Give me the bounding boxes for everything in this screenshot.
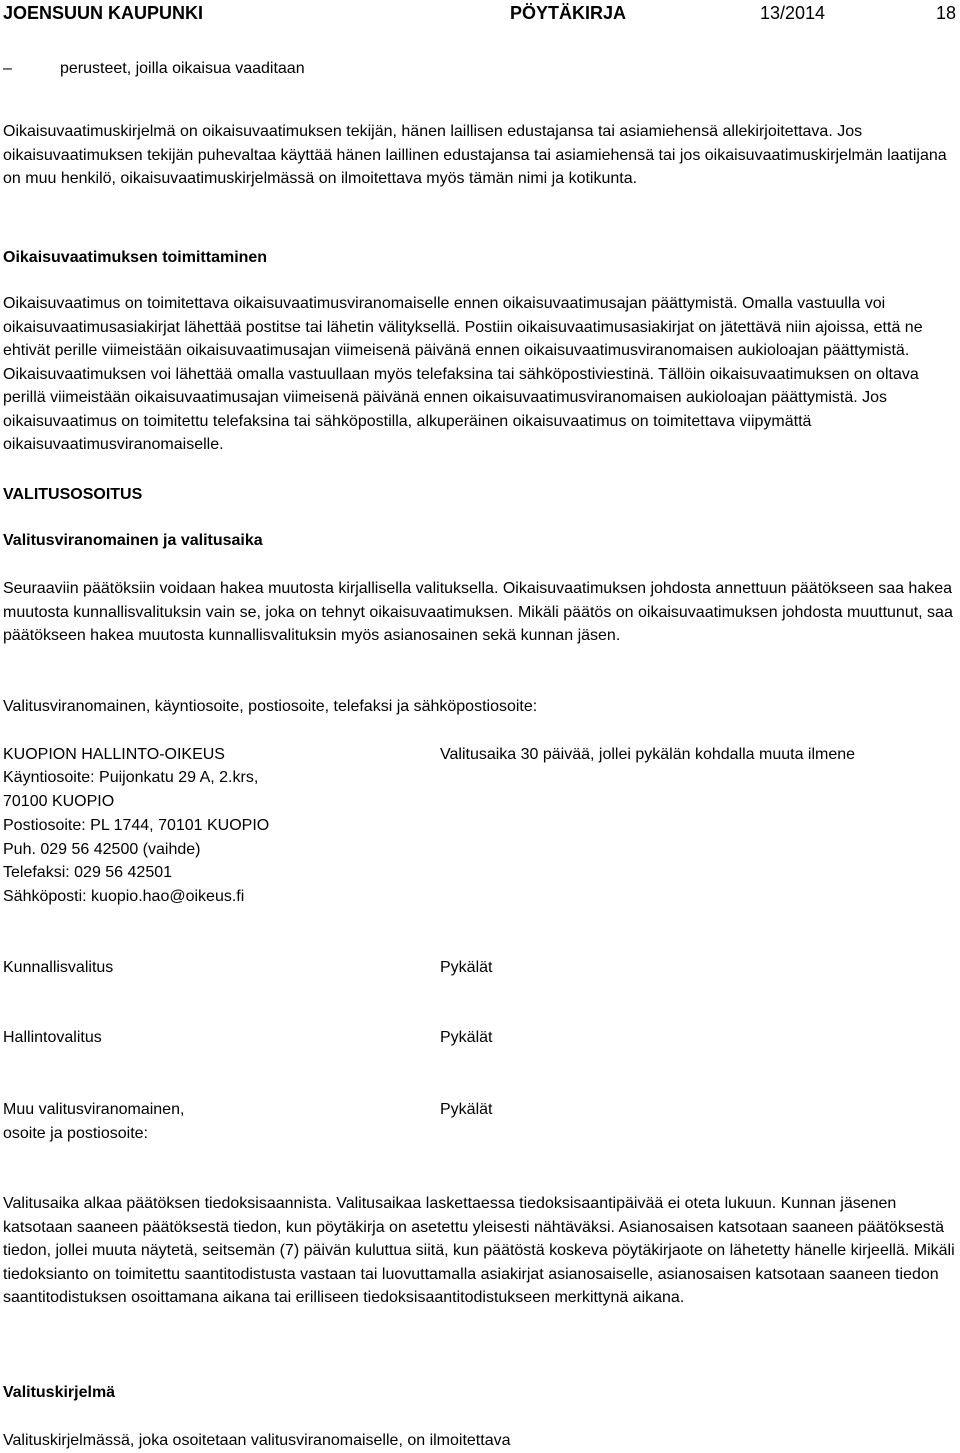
appeal-row-label: Hallintovalitus: [3, 1029, 102, 1046]
document-number: 13/2014: [760, 3, 826, 23]
page-number: 18: [936, 3, 957, 23]
appeal-row-label: Kunnallisvalitus: [3, 959, 114, 976]
organization-name: JOENSUUN KAUPUNKI: [3, 3, 204, 23]
court-visiting-address: Käyntiosoite: Puijonkatu 29 A, 2.krs,: [3, 769, 259, 786]
appeal-row-sections: Pykälät: [440, 1101, 493, 1118]
court-postal-code: 70100 KUOPIO: [3, 793, 115, 810]
appeal-paragraph: Seuraaviin päätöksiin voidaan hakea muutosta kirjallisella valituksella. Oikaisuvaatimuksen johdosta annettuun päätökseen saa hakea muutosta kunnallisvalituksin vain se, joka on tehnyt oikaisuvaatimuksen. Mikäli päätös on oikaisuvaatimuksen johdosta muuttunut, saa päätökseen hakea muutosta kunnallisvalituksin myös asianosainen sekä kunnan jäsen.: [3, 580, 953, 644]
bullet-dash: –: [3, 60, 12, 77]
court-name: KUOPION HALLINTO-OIKEUS: [3, 746, 225, 763]
section-heading-delivery: Oikaisuvaatimuksen toimittaminen: [3, 249, 268, 266]
court-postal-address: Postiosoite: PL 1744, 70101 KUOPIO: [3, 817, 270, 834]
signing-paragraph: Oikaisuvaatimuskirjelmä on oikaisuvaatimuksen tekijän, hänen laillisen edustajansa tai asiamiehensä allekirjoitettava. Jos oikaisuvaatimuksen tekijän puhevaltaa käyttää hänen laillinen edustajansa tai asiamiehensä tai jos oikaisuvaatimuskirjelmän laatijana on muu henkilö, oikaisuvaatimuskirjelmässä on ilmoitettava myös tämän nimi ja kotikunta.: [3, 123, 947, 187]
delivery-paragraph: Oikaisuvaatimus on toimitettava oikaisuvaatimusviranomaiselle ennen oikaisuvaatimusajan päättymistä. Omalla vastuulla voi oikaisuvaatimusasiakirjat lähettää postitse tai lähetin välityksellä. Postiin oikaisuvaatimusasiakirjat on jätettävä niin ajoissa, että ne ehtivät perille viimeistään oikaisuvaatimusajan viimeisenä päivänä ennen oikaisuvaatimusviranomaisen aukioloajan päättymistä. Oikaisuvaatimuksen voi lähettää omalla vastuullaan myös telefaksina tai sähköpostiviestinä. Tällöin oikaisuvaatimuksen on oltava perillä viimeistään oikaisuvaatimusajan viimeisenä päivänä ennen oikaisuvaatimusviranomaisen aukioloajan päättymistä. Jos oikaisuvaatimus on toimitettu telefaksina tai sähköpostilla, alkuperäinen oikaisuvaatimus on toimitettava viipymättä oikaisuvaatimusviranomaiselle.: [3, 295, 923, 453]
appeal-time-limit: Valitusaika 30 päivää, jollei pykälän kohdalla muuta ilmene: [440, 746, 856, 763]
bullet-text: perusteet, joilla oikaisua vaaditaan: [60, 60, 305, 77]
authority-intro: Valitusviranomainen, käyntiosoite, postiosoite, telefaksi ja sähköpostiosoite:: [3, 698, 538, 715]
appeal-instructions-heading: VALITUSOSOITUS: [3, 486, 143, 503]
authority-time-heading: Valitusviranomainen ja valitusaika: [3, 532, 263, 549]
appeal-time-paragraph: Valitusaika alkaa päätöksen tiedoksisaannista. Valitusaikaa laskettaessa tiedoksisaantipäivää ei oteta lukuun. Kunnan jäsenen katsotaan saaneen päätöksestä tiedon, kun pöytäkirja on asetettu yleisesti nähtäväksi. Asianosaisen katsotaan saaneen päätöksestä tiedon, jollei muuta näytetä, seitsemän (7) päivän kuluttua siitä, kun päätöstä koskeva pöytäkirjaote on lähetetty hänelle kirjeellä. Mikäli tiedoksianto on toimitettu saantitodistusta vastaan tai luovuttamalla asiakirjat asianosaiselle, asianosaisen katsotaan saaneen tiedon saantitodistuksen osoittamana aikana tai erilliseen tiedoksisaantitodistukseen merkittynä aikana.: [3, 1195, 955, 1306]
appeal-row-label-line2: osoite ja postiosoite:: [3, 1125, 148, 1142]
appeal-row-label: Muu valitusviranomainen,: [3, 1101, 185, 1118]
appeal-row-sections: Pykälät: [440, 959, 493, 976]
court-fax: Telefaksi: 029 56 42501: [3, 864, 173, 881]
court-email: Sähköposti: kuopio.hao@oikeus.fi: [3, 888, 245, 905]
court-phone: Puh. 029 56 42500 (vaihde): [3, 841, 201, 858]
document-type: PÖYTÄKIRJA: [510, 3, 627, 23]
appeal-row-sections: Pykälät: [440, 1029, 493, 1046]
appeal-letter-paragraph: Valituskirjelmässä, joka osoitetaan valitusviranomaiselle, on ilmoitettava: [3, 1432, 511, 1449]
appeal-letter-heading: Valituskirjelmä: [3, 1384, 116, 1401]
